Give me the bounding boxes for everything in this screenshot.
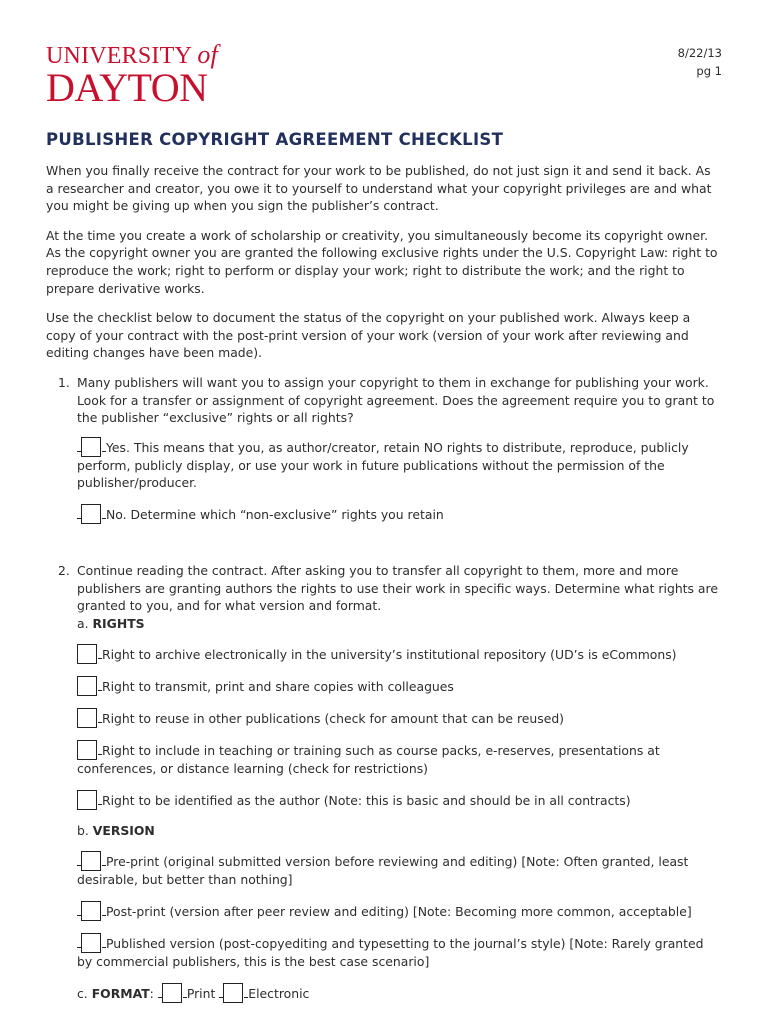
- university-logo: [46, 42, 218, 108]
- right-item: Right to transmit, print and share copies with colleagues: [77, 676, 722, 696]
- logo-university-text: UNIVERSITY: [46, 43, 192, 69]
- checkbox-format-electronic[interactable]: [223, 983, 243, 1003]
- checkbox-right-transmit[interactable]: [77, 676, 97, 696]
- checkbox-version-preprint[interactable]: [81, 851, 101, 871]
- option-yes-label: Yes. This means that you, as author/creator, retain NO rights to distribute, reproduce, publicly perform, publicly display, or use your work in future publications without the permission of the publisher/producer.: [77, 439, 689, 491]
- document-date: 8/22/13: [677, 46, 722, 60]
- page-meta: [678, 44, 722, 80]
- checkbox-right-archive[interactable]: [77, 644, 97, 664]
- option-no: [77, 504, 722, 524]
- checkbox-right-identified[interactable]: [77, 790, 97, 810]
- checkbox-right-teaching[interactable]: [77, 740, 97, 760]
- option-yes: [77, 437, 722, 492]
- right-item: Right to be identified as the author (Note: this is basic and should be in all contracts): [77, 790, 722, 810]
- version-item: Published version (post-copyediting and typesetting to the journal’s style) [Note: Rarely granted by commercial publishers, this is the best case scenario]: [77, 933, 722, 971]
- checkbox-version-postprint[interactable]: [81, 901, 101, 921]
- right-item: Right to reuse in other publications (check for amount that can be reused): [77, 708, 722, 728]
- checkbox-version-published[interactable]: [81, 933, 101, 953]
- checkbox-format-print[interactable]: [162, 983, 182, 1003]
- checkbox-no[interactable]: [81, 504, 101, 524]
- section-format: c. FORMAT: Print Electronic: [77, 983, 722, 1003]
- question-text: Many publishers will want you to assign your copyright to them in exchange for publishing your work. Look for a transfer or assignment of copyright agreement. Does the agreement require you to grant to the publisher “exclusive” rights or all rights?: [77, 374, 715, 426]
- question-number: 1.: [58, 374, 70, 390]
- section-version-heading: b. VERSION: [77, 822, 155, 838]
- version-item: Post-print (version after peer review and editing) [Note: Becoming more common, acceptable]: [77, 901, 722, 921]
- rights-paragraph: At the time you create a work of scholarship or creativity, you simultaneously become its copyright owner. As the copyright owner you are granted the following exclusive rights under the U.S. Copyright Law: right to reproduce the work; right to perform or display your work; right to distribute the work; and the right to prepare derivative works.: [46, 227, 718, 296]
- logo-of-text: of: [197, 40, 218, 69]
- document-body: [46, 162, 722, 1015]
- question-1: [46, 374, 722, 524]
- question-number: 2.: [58, 562, 70, 578]
- format-print-label: Print: [186, 985, 216, 1001]
- option-no-label: No. Determine which “non-exclusive” rights you retain: [106, 506, 444, 522]
- checkbox-right-reuse[interactable]: [77, 708, 97, 728]
- version-item: Pre-print (original submitted version before reviewing and editing) [Note: Often granted, least desirable, but better than nothing]: [77, 851, 722, 889]
- page-number: pg 1: [696, 64, 722, 78]
- right-item: Right to include in teaching or training such as course packs, e-reserves, presentations at conferences, or distance learning (check for restrictions): [77, 740, 722, 778]
- intro-paragraph: When you finally receive the contract for your work to be published, do not just sign it and send it back. As a researcher and creator, you owe it to yourself to understand what your copyright privileges are and what you might be giving up when you sign the publisher’s contract.: [46, 163, 712, 214]
- checkbox-yes[interactable]: [81, 437, 101, 457]
- logo-dayton-text: DAYTON: [46, 65, 208, 110]
- right-item: Right to archive electronically in the university’s institutional repository (UD’s is eCommons): [77, 644, 722, 664]
- section-rights-heading: a. RIGHTS: [77, 615, 145, 631]
- question-text: Continue reading the contract. After asking you to transfer all copyright to them, more and more publishers are granting authors the rights to use their work in specific ways. Determine what rights are granted to you, and for what version and format.: [77, 562, 718, 614]
- question-2: [46, 562, 722, 1003]
- page-title: PUBLISHER COPYRIGHT AGREEMENT CHECKLIST: [46, 130, 504, 149]
- instructions-paragraph: Use the checklist below to document the status of the copyright on your published work. Always keep a copy of your contract with the post-print version of your work (version of your work after reviewing and editing changes have been made).: [46, 310, 691, 361]
- format-electronic-label: Electronic: [248, 985, 310, 1001]
